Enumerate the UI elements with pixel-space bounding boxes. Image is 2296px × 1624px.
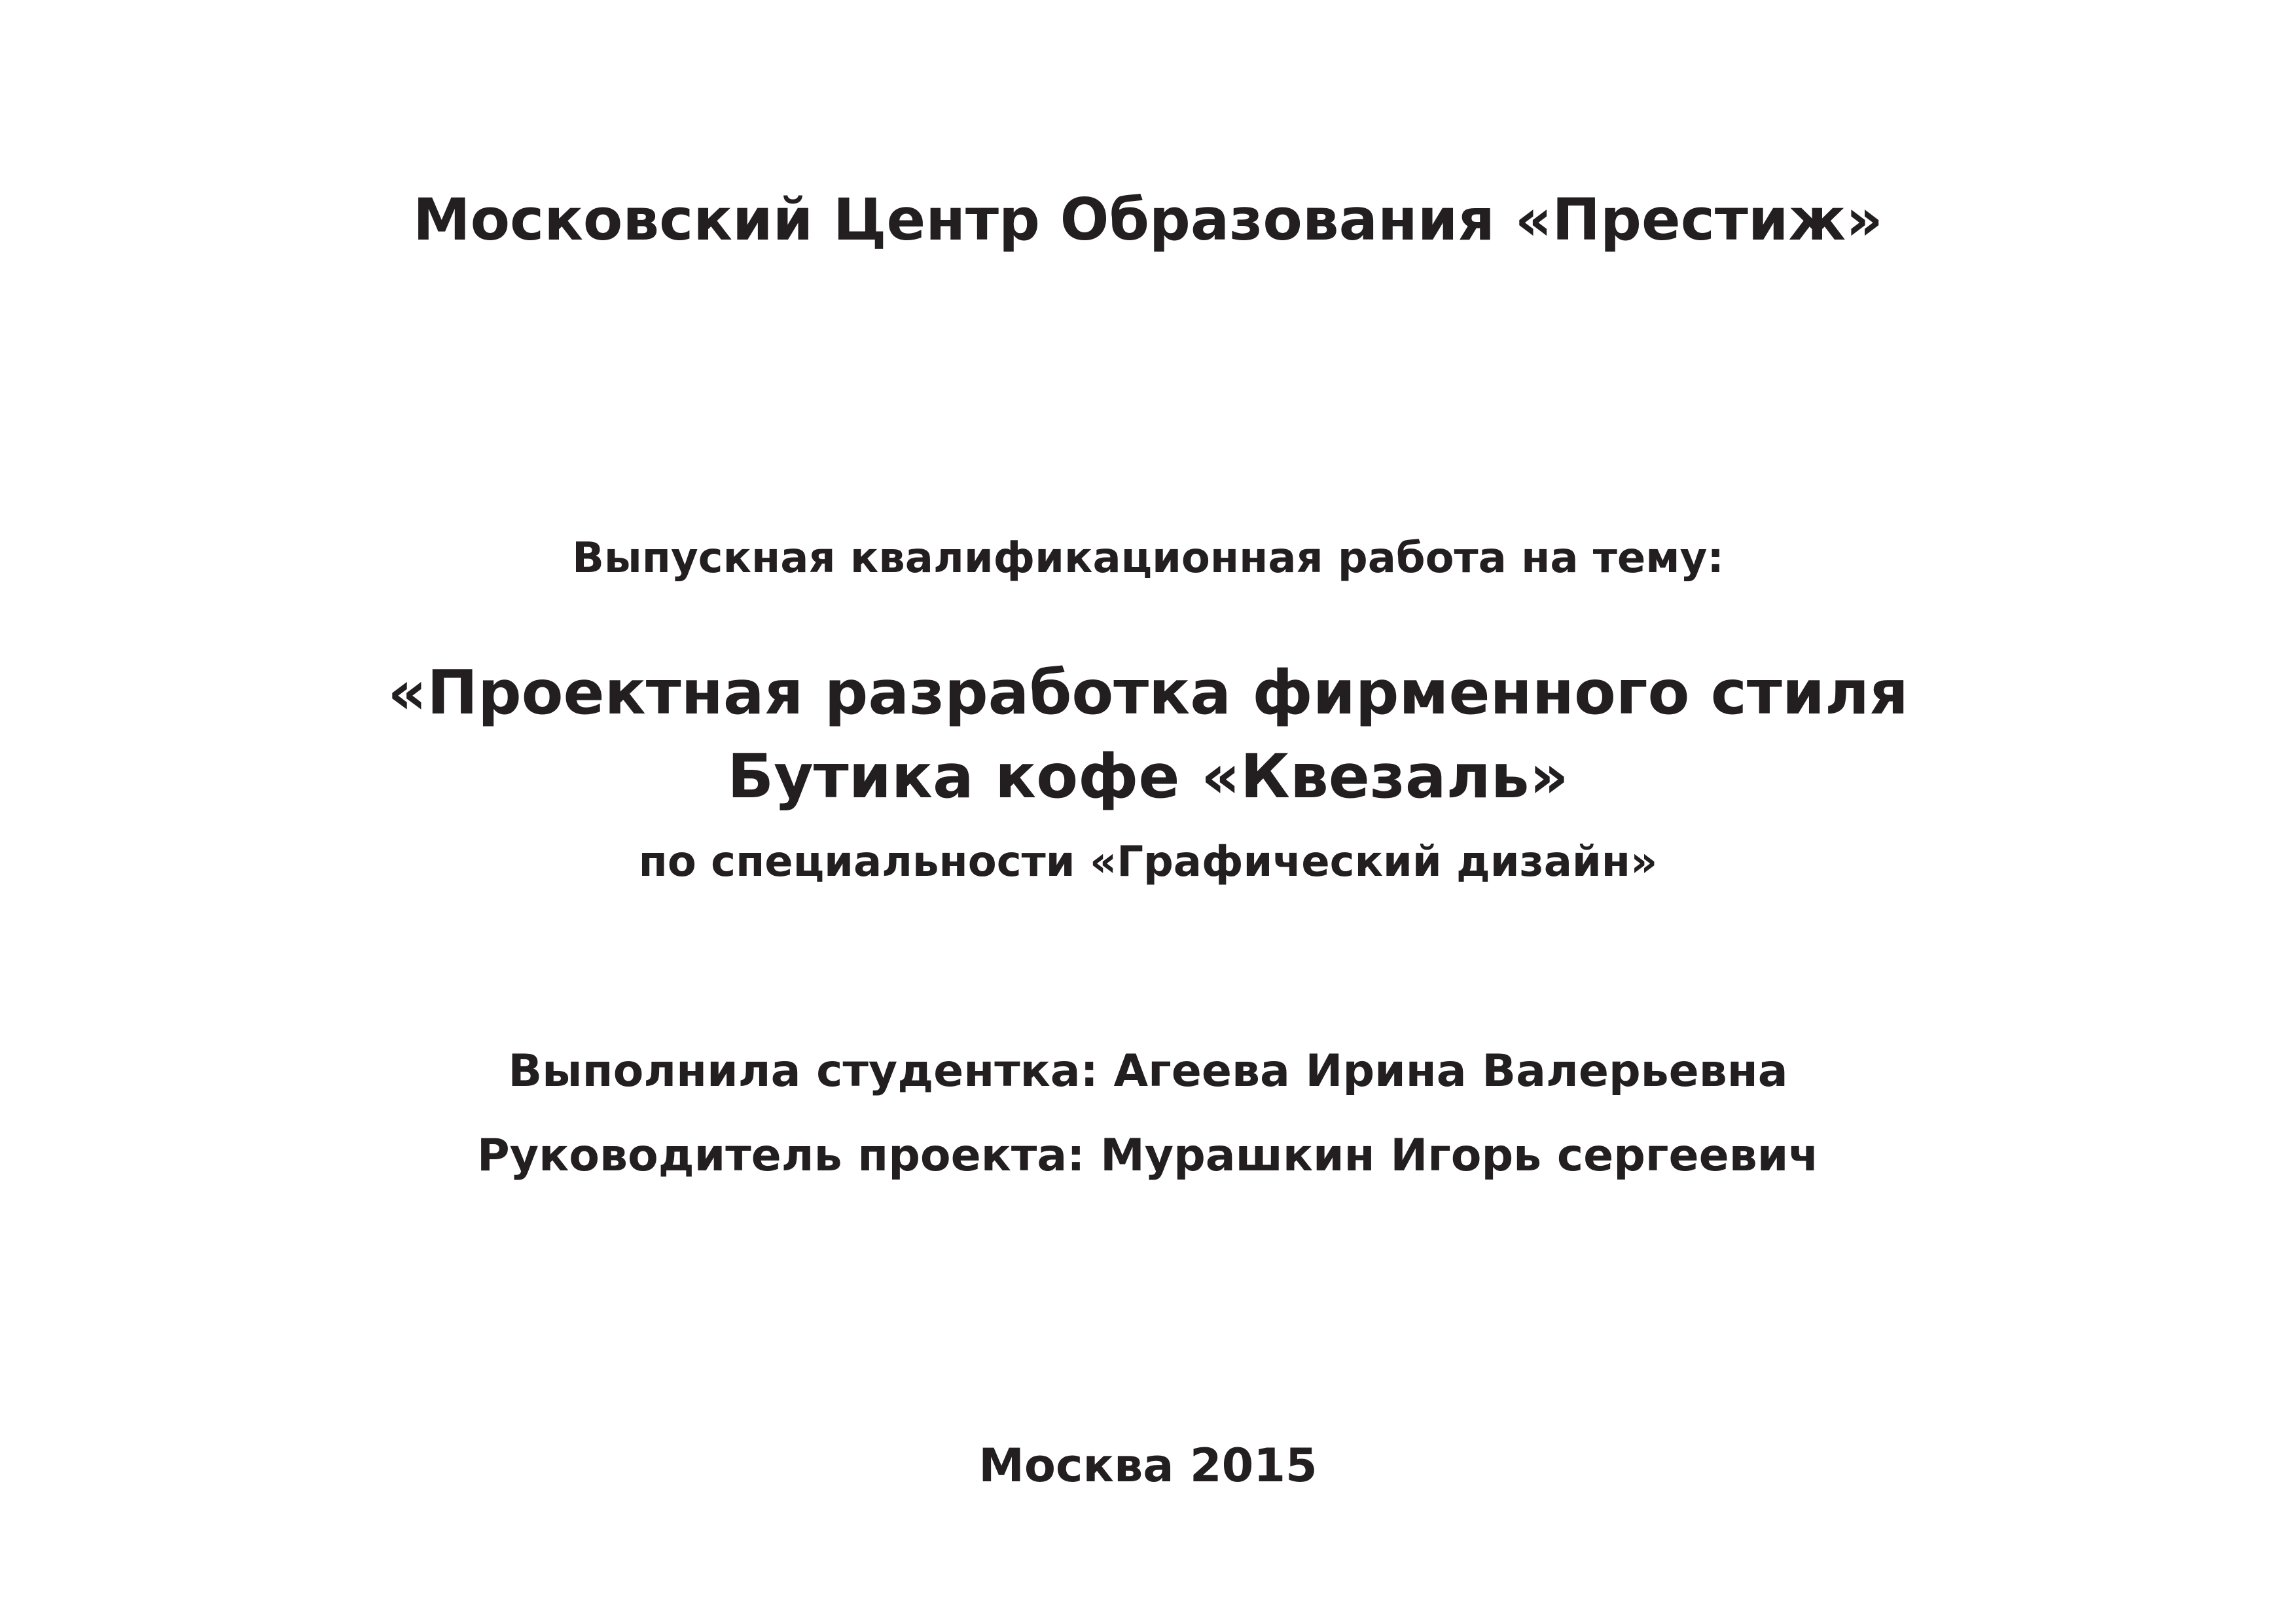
topic-title-line-2: Бутика кофе «Квезаль»: [727, 741, 1569, 812]
city-year-line: Москва 2015: [978, 1439, 1318, 1492]
work-type-label: Выпускная квалификационная работа на тему:: [572, 534, 1724, 583]
specialty-line: по специальности «Графический дизайн»: [638, 838, 1658, 886]
topic-title-line-1: «Проектная разработка фирменного стиля: [387, 657, 1909, 728]
institution-name: Московский Центр Образования «Престиж»: [413, 186, 1883, 253]
supervisor-line: Руководитель проекта: Мурашкин Игорь сергеевич: [476, 1130, 1820, 1182]
student-line: Выполнила студентка: Агеева Ирина Валерьевна: [508, 1045, 1788, 1097]
